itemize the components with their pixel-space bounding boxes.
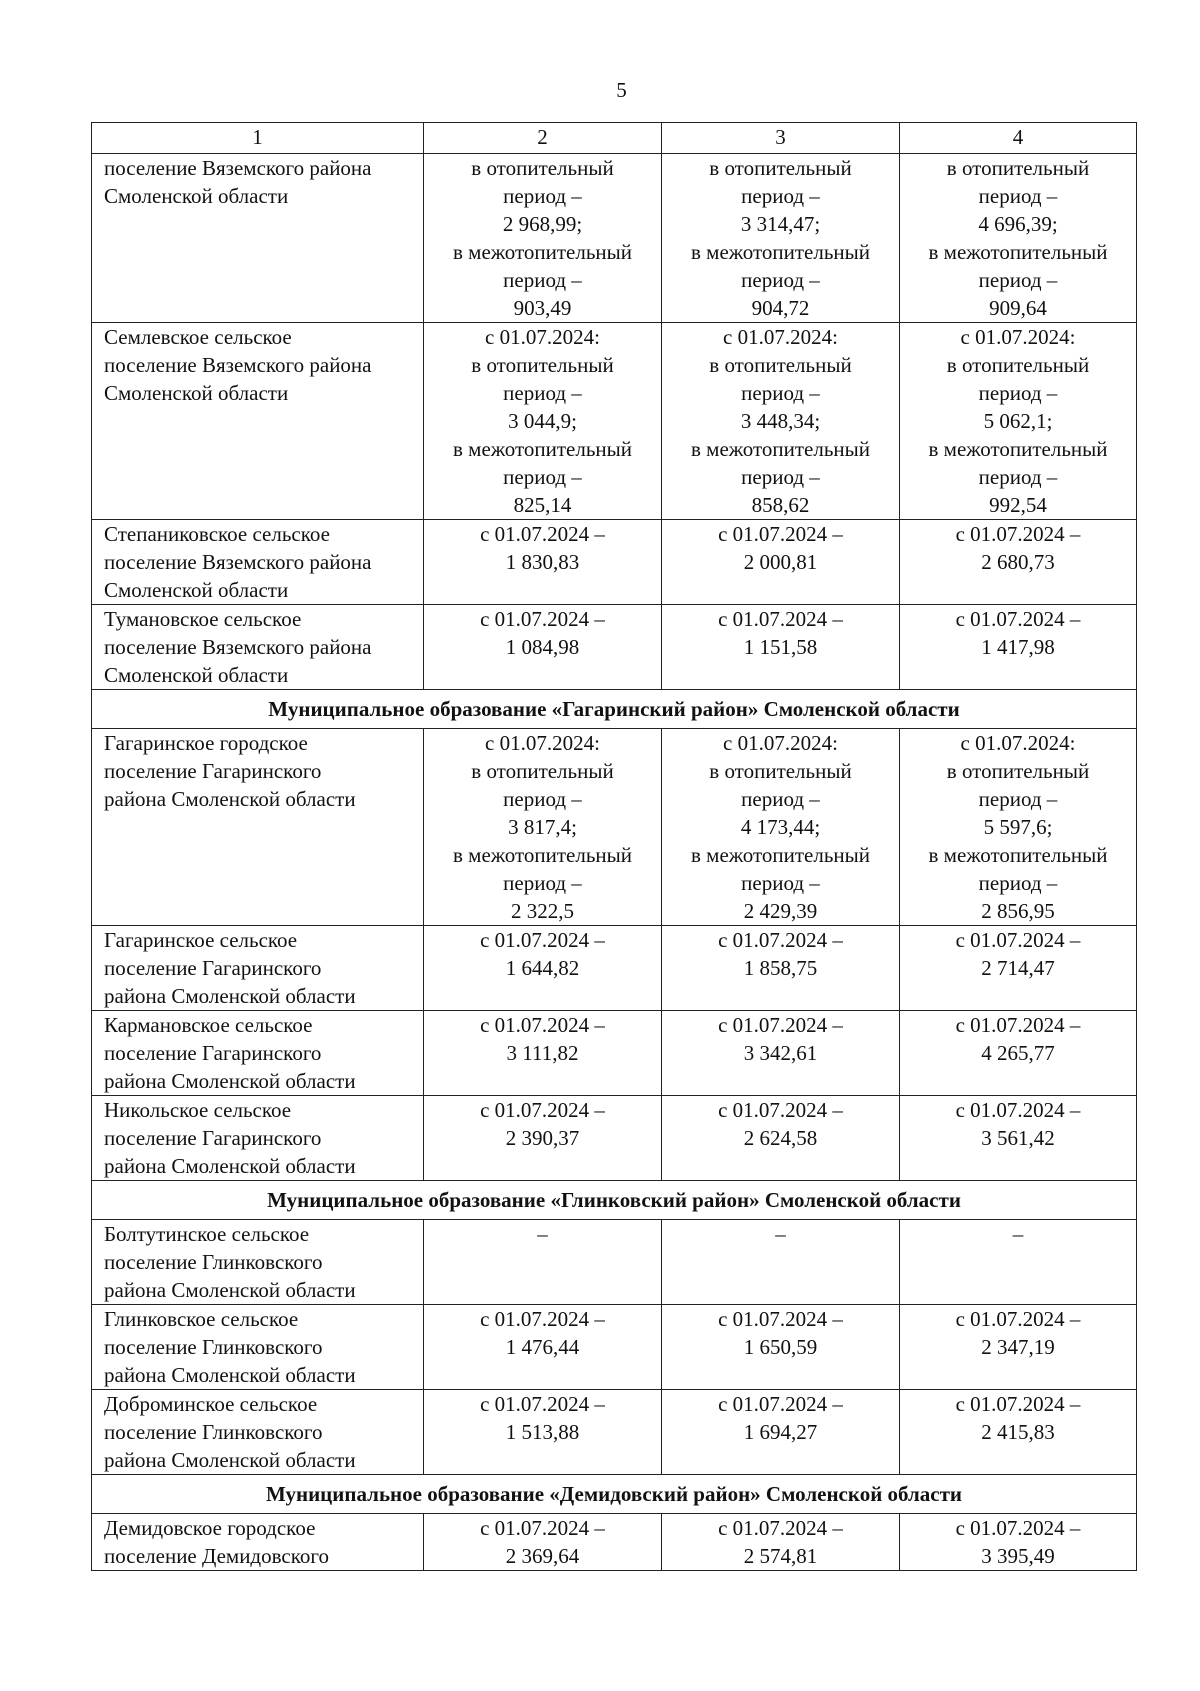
table-row	[92, 323, 1137, 520]
tariff-line: 2 856,95	[981, 899, 1055, 923]
tariff-line: 2 429,39	[743, 899, 818, 923]
settlement-name-cell	[92, 1390, 424, 1475]
tariff-cell-col-3	[662, 926, 900, 1011]
tariff-line: 5 062,1;	[983, 409, 1053, 433]
tariff-cell-col-4	[900, 1096, 1137, 1181]
tariff-cell-col-2	[424, 1390, 662, 1475]
tariff-line: период –	[503, 268, 582, 292]
tariff-line: с 01.07.2024:	[960, 731, 1076, 755]
tariff-line: в межотопительный	[928, 843, 1108, 867]
tariff-line: в межотопительный	[690, 240, 870, 264]
column-number-2: 2	[424, 123, 662, 154]
settlement-name-line: Демидовское городское	[104, 1516, 316, 1540]
tariff-line: в межотопительный	[452, 240, 632, 264]
tariff-line: 1 830,83	[505, 550, 580, 574]
tariff-line: с 01.07.2024 –	[718, 1516, 843, 1540]
tariff-line: период –	[978, 184, 1058, 208]
tariff-cell-col-4	[900, 1220, 1137, 1305]
tariff-line: период –	[978, 787, 1058, 811]
settlement-name-line: Болтутинское сельское	[104, 1222, 310, 1246]
tariff-line: с 01.07.2024 –	[718, 522, 843, 546]
settlement-name-line: поселение Глинковского	[104, 1335, 323, 1359]
tariff-line: в межотопительный	[452, 843, 632, 867]
tariff-cell-col-4	[900, 520, 1137, 605]
tariff-cell-col-4	[900, 1305, 1137, 1390]
tariff-line: 1 513,88	[505, 1420, 580, 1444]
tariff-line: в отопительный	[471, 156, 614, 180]
tariff-line: 2 624,58	[743, 1126, 818, 1150]
tariff-line: с 01.07.2024 –	[718, 1307, 843, 1331]
tariff-cell-col-2	[424, 729, 662, 926]
tariff-cell-col-4	[900, 729, 1137, 926]
tariff-line: с 01.07.2024:	[485, 731, 600, 755]
tariff-cell-col-2	[424, 926, 662, 1011]
tariff-cell-col-2	[424, 1011, 662, 1096]
tariff-cell-col-3	[662, 323, 900, 520]
settlement-name-line: Семлевское сельское	[104, 325, 292, 349]
tariff-line: в межотопительный	[928, 437, 1108, 461]
table-row	[92, 154, 1137, 323]
tariff-cell-col-2	[424, 1305, 662, 1390]
tariff-line: с 01.07.2024 –	[955, 522, 1081, 546]
table-row	[92, 1011, 1137, 1096]
tariff-cell-col-3	[662, 1390, 900, 1475]
tariff-line: в межотопительный	[690, 843, 870, 867]
tariff-line: 1 644,82	[505, 956, 580, 980]
tariff-line: 2 714,47	[981, 956, 1055, 980]
tariff-line: 825,14	[513, 493, 572, 517]
table-row	[92, 729, 1137, 926]
tariff-line: в межотопительный	[452, 437, 632, 461]
tariff-line: в отопительный	[946, 759, 1090, 783]
tariff-line: с 01.07.2024 –	[480, 1516, 605, 1540]
tariff-line: с 01.07.2024 –	[955, 1307, 1081, 1331]
tariff-line: 2 322,5	[511, 899, 574, 923]
tariff-cell-col-3	[662, 1096, 900, 1181]
settlement-name-cell	[92, 1011, 424, 1096]
tariff-cell-col-3	[662, 729, 900, 926]
tariff-line: период –	[503, 465, 582, 489]
tariff-line: 3 395,49	[981, 1544, 1055, 1568]
tariff-line: в отопительный	[946, 353, 1090, 377]
tariff-line: 1 417,98	[981, 635, 1055, 659]
tariff-line: 2 415,83	[981, 1420, 1055, 1444]
settlement-name-line: Тумановское сельское	[104, 607, 302, 631]
tariff-line: 903,49	[513, 296, 572, 320]
settlement-name-line: района Смоленской области	[104, 787, 356, 811]
tariff-line: 5 597,6;	[983, 815, 1053, 839]
tariff-line: 1 650,59	[743, 1335, 818, 1359]
settlement-name-line: района Смоленской области	[104, 984, 356, 1008]
tariff-line: 3 342,61	[743, 1041, 818, 1065]
settlement-name-line: Гагаринское городское	[104, 731, 308, 755]
tariff-cell-col-4	[900, 154, 1137, 323]
tariff-line: в отопительный	[946, 156, 1090, 180]
tariff-line: –	[775, 1222, 786, 1246]
tariff-line: 2 680,73	[981, 550, 1055, 574]
settlement-name-line: Смоленской области	[104, 663, 289, 687]
tariff-line: с 01.07.2024 –	[480, 607, 605, 631]
tariff-line: в межотопительный	[928, 240, 1108, 264]
table-row	[92, 926, 1137, 1011]
settlement-name-line: Глинковское сельское	[104, 1307, 299, 1331]
tariff-line: с 01.07.2024 –	[955, 928, 1081, 952]
tariff-line: 858,62	[751, 493, 810, 517]
tariff-cell-col-3	[662, 520, 900, 605]
tariff-cell-col-3	[662, 154, 900, 323]
settlement-name-line: Степаниковское сельское	[104, 522, 330, 546]
settlement-name-cell	[92, 154, 424, 323]
tariff-line: период –	[978, 465, 1058, 489]
tariff-line: период –	[978, 871, 1058, 895]
tariff-cell-col-2	[424, 1096, 662, 1181]
tariff-line: 1 084,98	[505, 635, 580, 659]
tariff-line: 3 314,47;	[740, 212, 821, 236]
tariff-line: с 01.07.2024 –	[480, 1013, 605, 1037]
tariff-cell-col-2	[424, 1514, 662, 1571]
tariff-line: период –	[503, 787, 582, 811]
tariff-line: период –	[741, 787, 820, 811]
section-title: Муниципальное образование «Гагаринский район» Смоленской области	[92, 690, 1137, 729]
tariff-line: 2 347,19	[981, 1335, 1055, 1359]
tariff-line: с 01.07.2024 –	[480, 522, 605, 546]
settlement-name-line: Смоленской области	[104, 184, 289, 208]
settlement-name-line: Кармановское сельское	[104, 1013, 313, 1037]
tariff-cell-col-3	[662, 1305, 900, 1390]
settlement-name-cell	[92, 729, 424, 926]
settlement-name-cell	[92, 520, 424, 605]
section-row	[92, 1475, 1137, 1514]
table-row	[92, 1390, 1137, 1475]
tariff-cell-col-3	[662, 605, 900, 690]
settlement-name-line: поселение Гагаринского	[104, 1041, 322, 1065]
tariff-table	[91, 122, 1137, 1571]
tariff-line: с 01.07.2024 –	[480, 1098, 605, 1122]
tariff-cell-col-4	[900, 1514, 1137, 1571]
tariff-line: в отопительный	[709, 759, 852, 783]
settlement-name-line: Смоленской области	[104, 578, 289, 602]
table-row	[92, 1305, 1137, 1390]
tariff-line: 3 817,4;	[508, 815, 577, 839]
tariff-line: период –	[741, 871, 820, 895]
tariff-cell-col-2	[424, 323, 662, 520]
settlement-name-line: района Смоленской области	[104, 1069, 356, 1093]
table-row	[92, 605, 1137, 690]
tariff-cell-col-4	[900, 926, 1137, 1011]
tariff-line: 2 968,99;	[502, 212, 583, 236]
tariff-line: период –	[503, 381, 582, 405]
settlement-name-line: поселение Вяземского района	[104, 635, 372, 659]
settlement-name-line: поселение Гагаринского	[104, 759, 322, 783]
tariff-cell-col-3	[662, 1220, 900, 1305]
settlement-name-cell	[92, 1305, 424, 1390]
tariff-line: период –	[978, 381, 1058, 405]
table-header-row	[92, 123, 1137, 154]
tariff-line: 992,54	[989, 493, 1047, 517]
tariff-line: с 01.07.2024:	[723, 731, 838, 755]
tariff-line: с 01.07.2024 –	[955, 1013, 1081, 1037]
settlement-name-cell	[92, 605, 424, 690]
tariff-line: с 01.07.2024 –	[955, 1516, 1081, 1540]
tariff-cell-col-4	[900, 1390, 1137, 1475]
tariff-line: с 01.07.2024 –	[718, 1392, 843, 1416]
tariff-line: с 01.07.2024:	[960, 325, 1076, 349]
tariff-line: в отопительный	[709, 353, 852, 377]
table-row	[92, 1514, 1137, 1571]
settlement-name-line: поселение Вяземского района	[104, 550, 372, 574]
section-row	[92, 690, 1137, 729]
settlement-name-cell	[92, 1096, 424, 1181]
tariff-line: –	[537, 1222, 548, 1246]
table-row	[92, 520, 1137, 605]
tariff-cell-col-3	[662, 1514, 900, 1571]
settlement-name-line: района Смоленской области	[104, 1448, 356, 1472]
tariff-line: 2 390,37	[505, 1126, 580, 1150]
tariff-line: период –	[503, 871, 582, 895]
tariff-line: период –	[741, 268, 820, 292]
tariff-line: 904,72	[751, 296, 810, 320]
tariff-line: в отопительный	[471, 353, 614, 377]
tariff-line: с 01.07.2024 –	[718, 1098, 843, 1122]
tariff-line: 1 476,44	[505, 1335, 580, 1359]
settlement-name-line: поселение Вяземского района	[104, 156, 372, 180]
tariff-cell-col-4	[900, 605, 1137, 690]
tariff-line: 2 000,81	[743, 550, 818, 574]
table-row	[92, 1096, 1137, 1181]
tariff-line: с 01.07.2024 –	[718, 1013, 843, 1037]
tariff-line: с 01.07.2024 –	[480, 1307, 605, 1331]
table-row	[92, 1220, 1137, 1305]
tariff-line: с 01.07.2024 –	[955, 1392, 1081, 1416]
settlement-name-line: поселение Гагаринского	[104, 1126, 322, 1150]
settlement-name-line: района Смоленской области	[104, 1278, 356, 1302]
settlement-name-line: Доброминское сельское	[104, 1392, 318, 1416]
settlement-name-cell	[92, 1220, 424, 1305]
tariff-cell-col-4	[900, 1011, 1137, 1096]
tariff-line: период –	[741, 184, 820, 208]
settlement-name-line: поселение Гагаринского	[104, 956, 322, 980]
settlement-name-line: Смоленской области	[104, 381, 289, 405]
tariff-line: период –	[741, 465, 820, 489]
column-number-3: 3	[662, 123, 900, 154]
tariff-cell-col-2	[424, 605, 662, 690]
tariff-line: 3 044,9;	[508, 409, 577, 433]
section-title: Муниципальное образование «Демидовский район» Смоленской области	[92, 1475, 1137, 1514]
tariff-line: с 01.07.2024 –	[955, 607, 1081, 631]
tariff-line: 3 448,34;	[740, 409, 821, 433]
section-row	[92, 1181, 1137, 1220]
tariff-line: с 01.07.2024 –	[718, 928, 843, 952]
tariff-line: в межотопительный	[690, 437, 870, 461]
column-number-1: 1	[92, 123, 424, 154]
tariff-line: –	[1012, 1222, 1024, 1246]
tariff-line: период –	[978, 268, 1058, 292]
settlement-name-line: поселение Демидовского	[104, 1544, 329, 1568]
tariff-line: период –	[503, 184, 582, 208]
settlement-name-line: района Смоленской области	[104, 1154, 356, 1178]
tariff-cell-col-3	[662, 1011, 900, 1096]
settlement-name-line: Никольское сельское	[104, 1098, 292, 1122]
tariff-cell-col-2	[424, 1220, 662, 1305]
settlement-name-cell	[92, 926, 424, 1011]
tariff-line: 1 694,27	[743, 1420, 818, 1444]
tariff-cell-col-2	[424, 154, 662, 323]
tariff-line: в отопительный	[709, 156, 852, 180]
settlement-name-line: поселение Вяземского района	[104, 353, 372, 377]
tariff-line: с 01.07.2024 –	[480, 928, 605, 952]
tariff-line: 2 369,64	[505, 1544, 580, 1568]
tariff-line: 2 574,81	[743, 1544, 818, 1568]
tariff-line: с 01.07.2024 –	[718, 607, 843, 631]
tariff-line: 4 265,77	[981, 1041, 1055, 1065]
settlement-name-line: поселение Глинковского	[104, 1420, 323, 1444]
settlement-name-cell	[92, 323, 424, 520]
tariff-line: с 01.07.2024 –	[480, 1392, 605, 1416]
section-title: Муниципальное образование «Глинковский район» Смоленской области	[92, 1181, 1137, 1220]
settlement-name-cell	[92, 1514, 424, 1571]
tariff-line: 1 858,75	[743, 956, 818, 980]
tariff-cell-col-2	[424, 520, 662, 605]
tariff-line: период –	[741, 381, 820, 405]
tariff-cell-col-4	[900, 323, 1137, 520]
tariff-line: 909,64	[989, 296, 1047, 320]
tariff-line: с 01.07.2024 –	[955, 1098, 1081, 1122]
tariff-line: 1 151,58	[743, 635, 818, 659]
settlement-name-line: района Смоленской области	[104, 1363, 356, 1387]
column-number-4: 4	[900, 123, 1137, 154]
tariff-line: с 01.07.2024:	[485, 325, 600, 349]
page-number: 5	[616, 78, 627, 102]
tariff-line: 3 111,82	[506, 1041, 579, 1065]
tariff-line: 4 173,44;	[740, 815, 821, 839]
settlement-name-line: Гагаринское сельское	[104, 928, 298, 952]
tariff-line: с 01.07.2024:	[723, 325, 838, 349]
settlement-name-line: поселение Глинковского	[104, 1250, 323, 1274]
tariff-line: 3 561,42	[981, 1126, 1055, 1150]
tariff-line: 4 696,39;	[978, 212, 1058, 236]
tariff-line: в отопительный	[471, 759, 614, 783]
